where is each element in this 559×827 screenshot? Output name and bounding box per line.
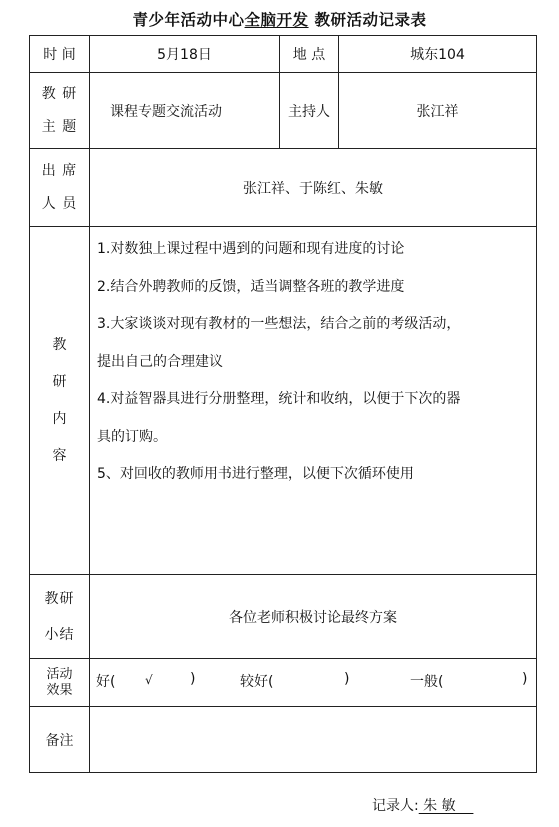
summary-label: [30, 575, 90, 659]
content-line-6: 具的订购。: [97, 428, 167, 445]
content-line-7: 5、对回收的教师用书进行整理，以便下次循环使用: [97, 466, 414, 482]
content-label: [30, 227, 90, 575]
host-value: 张江祥: [339, 73, 537, 149]
attendees-label-line2: 人 员: [41, 195, 78, 212]
host-label: 主持人: [280, 73, 339, 149]
row-topic-host: [30, 73, 537, 149]
content-label-char-1: 教: [52, 336, 67, 353]
rating-good-checkmark[interactable]: √: [145, 673, 153, 687]
row-time-place: [30, 36, 537, 73]
content-line-3: 3.大家谈谈对现有教材的一些想法，结合之前的考级活动，: [97, 316, 461, 332]
row-content: [30, 227, 537, 575]
row-summary: [30, 575, 537, 659]
rating-better: 较好(: [240, 674, 274, 690]
effect-label-line2: 效果: [46, 682, 73, 698]
rating-average-close: ): [522, 671, 528, 687]
topic-label: [30, 73, 90, 149]
title-prefix: 青少年活动中心: [132, 11, 245, 29]
recorder-footer: [372, 795, 473, 815]
time-value: 5月18日: [90, 36, 280, 73]
summary-value: 各位老师积极讨论最终方案: [90, 575, 537, 659]
summary-label-line1: 教研: [44, 590, 75, 607]
title-course-name: 全脑开发: [244, 11, 309, 29]
remark-value: [90, 707, 537, 773]
row-attendees: [30, 149, 537, 227]
content-line-1: 1.对数独上课过程中遇到的问题和现有进度的讨论: [97, 241, 405, 257]
effect-label-line1: 活动: [46, 666, 73, 682]
title-suffix: 教研活动记录表: [314, 11, 427, 29]
content-line-4: 提出自己的合理建议: [97, 353, 223, 370]
recorder-label: 记录人:: [372, 798, 419, 814]
content-line-2: 2.结合外聘教师的反馈，适当调整各班的教学进度: [97, 278, 405, 295]
rating-good: 好(: [96, 674, 116, 690]
content-label-char-2: 研: [52, 373, 67, 390]
attendees-label-line1: 出 席: [41, 162, 78, 179]
place-value: 城东104: [339, 36, 537, 73]
rating-good-close: ): [190, 671, 196, 687]
rating-average: 一般(: [410, 674, 444, 690]
summary-label-line2: 小结: [44, 626, 75, 643]
row-effect: [30, 659, 537, 707]
remark-label: 备注: [30, 707, 90, 773]
topic-label-line1: 教 研: [41, 85, 78, 102]
content-body: [90, 227, 537, 575]
rating-better-close: ): [344, 671, 350, 687]
content-label-char-3: 内: [52, 410, 67, 427]
form-title: [0, 8, 559, 30]
topic-value: 课程专题交流活动: [90, 73, 280, 149]
row-remark: [30, 707, 537, 773]
place-label: 地 点: [280, 36, 339, 73]
content-label-char-4: 容: [52, 447, 67, 464]
recorder-name: 朱 敏: [418, 798, 474, 814]
activity-record-table: [29, 35, 537, 773]
time-label: 时 间: [30, 36, 90, 73]
topic-label-line2: 主 题: [41, 118, 78, 135]
effect-label: [30, 659, 90, 707]
content-line-5: 4.对益智器具进行分册整理，统计和收纳，以便于下次的器: [97, 391, 461, 407]
attendees-label: [30, 149, 90, 227]
effect-ratings: [90, 659, 537, 707]
attendees-value: 张江祥、于陈红、朱敏: [90, 149, 537, 227]
